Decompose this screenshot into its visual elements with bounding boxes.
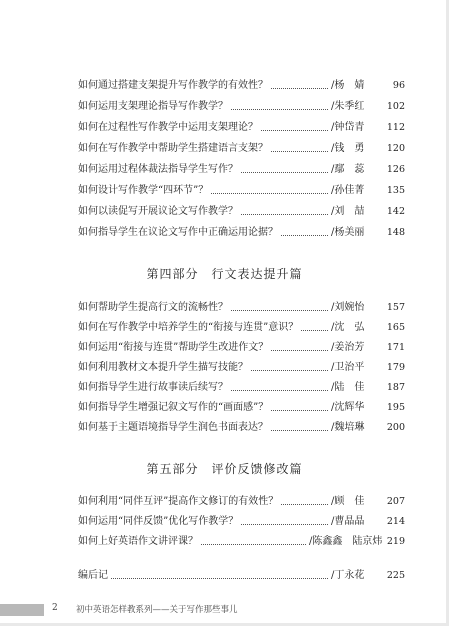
toc-entry-title: 如何运用支架理论指导写作教学？ bbox=[78, 101, 228, 112]
toc-entry bbox=[78, 160, 405, 180]
toc-entry-page: 96 bbox=[392, 80, 405, 91]
toc-entry-page: 126 bbox=[386, 164, 405, 175]
toc-entry-page: 142 bbox=[386, 206, 405, 217]
toc-entry-page: 219 bbox=[386, 536, 405, 547]
section-heading: 第四部分 行文表达提升篇 bbox=[146, 267, 303, 281]
toc-leader-dots bbox=[231, 389, 328, 391]
toc-entry-title: 如何指导学生进行故事读后续写？ bbox=[78, 382, 228, 393]
toc-entry bbox=[78, 223, 405, 243]
toc-entry-author: /鄢 蕊 bbox=[331, 164, 365, 175]
toc-entry-author: /杨 婧 bbox=[331, 80, 365, 91]
toc-entry-page: 200 bbox=[386, 422, 405, 433]
footer-series-title: 初中英语怎样教系列——关于写作那些事儿 bbox=[76, 605, 238, 615]
toc-entry-page: 187 bbox=[386, 382, 405, 393]
toc-leader-dots bbox=[271, 429, 328, 431]
toc-entry-page: 157 bbox=[386, 302, 405, 313]
toc-entry-author: /钱 勇 bbox=[331, 143, 365, 154]
toc-leader-dots bbox=[231, 108, 328, 110]
toc-entry bbox=[78, 318, 405, 338]
toc-leader-dots bbox=[271, 150, 328, 152]
toc-entry bbox=[78, 378, 405, 398]
toc-entry-title: 如何在写作教学中帮助学生搭建语言支架？ bbox=[78, 143, 268, 154]
toc-leader-dots bbox=[271, 409, 328, 411]
section-heading: 第五部分 评价反馈修改篇 bbox=[146, 462, 303, 476]
toc-entry-author: /卫治平 bbox=[331, 362, 365, 373]
toc-leader-dots bbox=[261, 129, 328, 131]
toc-entry-page: 165 bbox=[386, 322, 405, 333]
toc-entry bbox=[78, 358, 405, 378]
toc-entry-author: /沈辉华 bbox=[331, 402, 365, 413]
toc-entry-page: 195 bbox=[386, 402, 405, 413]
toc-entry-title: 如何运用过程体裁法指导学生写作？ bbox=[78, 164, 238, 175]
toc-entry-title: 如何指导学生在议论文写作中正确运用论据？ bbox=[78, 227, 278, 238]
toc-entry-author: /孙佳菁 bbox=[331, 185, 365, 196]
toc-entry bbox=[78, 418, 405, 438]
toc-entry-title: 如何利用“同伴互评”提高作文修订的有效性？ bbox=[78, 496, 279, 507]
toc-entry-page: 112 bbox=[386, 122, 405, 133]
toc-entry-page: 148 bbox=[386, 227, 405, 238]
toc-entry bbox=[78, 97, 405, 117]
toc-entry-page: 214 bbox=[386, 516, 405, 527]
toc-leader-dots bbox=[231, 309, 328, 311]
toc-entry-author: /杨美丽 bbox=[331, 227, 365, 238]
toc-entry-author: /沈 弘 bbox=[331, 322, 365, 333]
toc-leader-dots bbox=[241, 523, 328, 525]
toc-entry-author: /曹晶晶 bbox=[331, 516, 365, 527]
footer-bar bbox=[0, 604, 44, 616]
toc-entry-title: 如何利用教材文本提升学生描写技能？ bbox=[78, 362, 248, 373]
toc-entry-author: /魏培琳 bbox=[331, 422, 365, 433]
toc-entry bbox=[78, 566, 405, 586]
toc-entry-author: /刘 喆 bbox=[331, 206, 365, 217]
toc-entry-title: 如何在过程性写作教学中运用支架理论？ bbox=[78, 122, 258, 133]
toc-entry bbox=[78, 202, 405, 222]
toc-leader-dots bbox=[241, 171, 328, 173]
toc-leader-dots bbox=[281, 234, 328, 236]
toc-leader-dots bbox=[111, 577, 328, 579]
toc-entry-page: 179 bbox=[386, 362, 405, 373]
toc-leader-dots bbox=[251, 369, 328, 371]
toc-entry-author: /钟岱青 bbox=[331, 122, 365, 133]
toc-entry-title: 如何指导学生增强记叙文写作的“画面感”？ bbox=[78, 402, 269, 413]
toc-leader-dots bbox=[211, 192, 328, 194]
toc-entry-page: 171 bbox=[386, 342, 405, 353]
toc-entry-page: 102 bbox=[386, 101, 405, 112]
footer-page-number: 2 bbox=[52, 603, 58, 613]
toc-entry-page: 225 bbox=[386, 570, 405, 581]
toc-entry bbox=[78, 76, 405, 96]
toc-entry-title: 如何运用“衔接与连贯”帮助学生改进作文？ bbox=[78, 342, 269, 353]
toc-entry-title: 如何上好英语作文讲评课？ bbox=[78, 536, 198, 547]
toc-entry-author: /陈鑫鑫 陆京炜 bbox=[309, 536, 383, 547]
toc-entry-page: 135 bbox=[386, 185, 405, 196]
toc-leader-dots bbox=[271, 349, 328, 351]
toc-leader-dots bbox=[201, 543, 306, 545]
toc-entry bbox=[78, 181, 405, 201]
toc-entry-author: /顾 佳 bbox=[331, 496, 365, 507]
toc-entry-page: 120 bbox=[386, 143, 405, 154]
toc-entry bbox=[78, 532, 405, 552]
toc-entry-title: 如何基于主题语境指导学生润色书面表达？ bbox=[78, 422, 268, 433]
toc-entry-page: 207 bbox=[386, 496, 405, 507]
toc-entry-author: /刘婉怡 bbox=[331, 302, 365, 313]
toc-entry bbox=[78, 492, 405, 512]
toc-leader-dots bbox=[241, 213, 328, 215]
toc-entry bbox=[78, 512, 405, 532]
toc-entry-author: /姜治芳 bbox=[331, 342, 365, 353]
toc-leader-dots bbox=[301, 329, 328, 331]
toc-entry-author: /丁永花 bbox=[331, 570, 365, 581]
toc-entry bbox=[78, 139, 405, 159]
toc-entry-title: 如何设计写作教学“四环节”？ bbox=[78, 185, 209, 196]
toc-entry bbox=[78, 398, 405, 418]
toc-entry-title: 如何以读促写开展议论文写作教学？ bbox=[78, 206, 238, 217]
toc-entry-title: 如何通过搭建支架提升写作教学的有效性？ bbox=[78, 80, 268, 91]
toc-entry-author: /陆 佳 bbox=[331, 382, 365, 393]
toc-entry bbox=[78, 298, 405, 318]
toc-leader-dots bbox=[281, 503, 328, 505]
toc-entry-title: 编后记 bbox=[78, 570, 108, 581]
toc-entry bbox=[78, 118, 405, 138]
toc-entry-title: 如何帮助学生提高行文的流畅性？ bbox=[78, 302, 228, 313]
toc-leader-dots bbox=[271, 87, 328, 89]
toc-entry-title: 如何运用“同伴反馈”优化写作教学？ bbox=[78, 516, 239, 527]
toc-entry-title: 如何在写作教学中培养学生的“衔接与连贯”意识？ bbox=[78, 322, 299, 333]
toc-entry bbox=[78, 338, 405, 358]
toc-entry-author: /朱季红 bbox=[331, 101, 365, 112]
